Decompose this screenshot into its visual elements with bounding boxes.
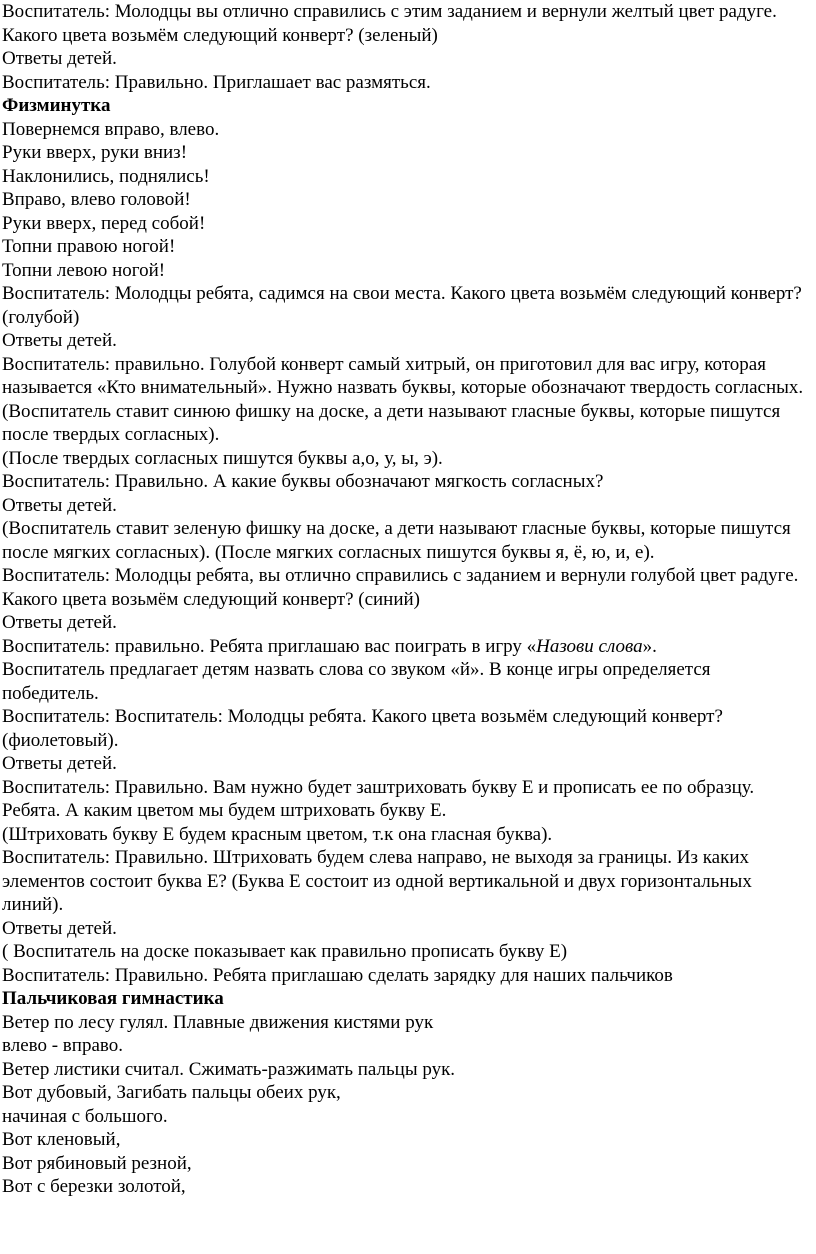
paragraph: Воспитатель: Воспитатель: Молодцы ребята. Какого цвета возьмём следующий конверт? (фиолетовый). (2, 706, 723, 751)
section-heading-finger-gymnastics: Пальчиковая гимнастика (2, 988, 224, 1009)
poem-line: начиная с большого. (2, 1105, 168, 1127)
paragraph: Ответы детей. (2, 330, 117, 351)
poem-line: Повернемся вправо, влево. (2, 118, 220, 140)
game-invite-text: Воспитатель: правильно. Ребята приглашаю вас поиграть в игру « (2, 635, 537, 657)
poem-line: влево - вправо. (2, 1035, 123, 1056)
paragraph: Ответы детей. (2, 917, 117, 939)
paragraph: Воспитатель: Правильно. Штриховать будем слева направо, не выходя за границы. Из каких элементов состоит буква Е? (Буква Е состоит из одной вертикальной и двух горизонтальных линий). (2, 847, 752, 915)
paragraph: Воспитатель: Правильно. Приглашает вас размяться. (2, 71, 431, 93)
game-name: Назови слова (536, 635, 643, 657)
game-invite-end: ». (642, 635, 657, 657)
paragraph: Ответы детей. (2, 753, 117, 774)
section-heading-fizminutka: Физминутка (2, 95, 111, 116)
poem-line: Ветер по лесу гулял. Плавные движения кистями рук (2, 1011, 434, 1033)
poem-line: Топни правою ногой! (2, 236, 176, 257)
paragraph: Воспитатель: Молодцы вы отлично справились с этим заданием и вернули желтый цвет радуге. Какого цвета возьмём следующий конверт? (зеленый) (2, 1, 777, 46)
poem-line: Вправо, влево головой! (2, 189, 191, 210)
poem-line: Наклонились, поднялись! (2, 165, 210, 187)
poem-line: Вот рябиновый резной, (2, 1152, 192, 1174)
poem-line: Вот с березки золотой, (2, 1176, 186, 1197)
paragraph: Воспитатель: Правильно. Вам нужно будет заштриховать букву Е и прописать ее по образцу. Ребята. А каким цветом мы будем штриховать букву Е. (2, 776, 755, 821)
paragraph: Воспитатель: Правильно. Ребята приглашаю сделать зарядку для наших пальчиков (2, 964, 673, 986)
poem-line: Руки вверх, руки вниз! (2, 142, 188, 163)
paragraph: Воспитатель предлагает детям назвать слова со звуком «й». В конце игры определяется победитель. (2, 659, 711, 704)
paragraph: (Воспитатель ставит синюю фишку на доске, а дети называют гласные буквы, которые пишутся после твердых согласных). (2, 400, 781, 445)
poem-line: Ветер листики считал. Сжимать-разжимать пальцы рук. (2, 1058, 456, 1080)
poem-line: Топни левою ногой! (2, 259, 166, 281)
paragraph: Ответы детей. (2, 612, 117, 633)
paragraph: Воспитатель: Правильно. А какие буквы обозначают мягкость согласных? (2, 471, 604, 492)
paragraph: Воспитатель: правильно. Голубой конверт самый хитрый, он приготовил для вас игру, которая называется «Кто внимательный». Нужно назвать буквы, которые обозначают твердость согласных. (2, 353, 804, 398)
paragraph: Воспитатель: Молодцы ребята, садимся на свои места. Какого цвета возьмём следующий конверт? (голубой) (2, 283, 802, 328)
paragraph: ( Воспитатель на доске показывает как правильно прописать букву Е) (2, 941, 568, 962)
paragraph-game-invite (2, 635, 810, 659)
paragraph: (Штриховать букву Е будем красным цветом, т.к она гласная буква). (2, 823, 553, 845)
paragraph: Ответы детей. (2, 48, 117, 69)
paragraph: Ответы детей. (2, 494, 117, 516)
paragraph: Воспитатель: Молодцы ребята, вы отлично справились с заданием и вернули голубой цвет радуге. Какого цвета возьмём следующий конверт? (синий) (2, 565, 799, 610)
poem-line: Вот дубовый, Загибать пальцы обеих рук, (2, 1082, 341, 1103)
poem-line: Руки вверх, перед собой! (2, 212, 206, 234)
paragraph: (После твердых согласных пишутся буквы а,о, у, ы, э). (2, 447, 443, 469)
poem-line: Вот кленовый, (2, 1129, 121, 1150)
paragraph: (Воспитатель ставит зеленую фишку на доске, а дети называют гласные буквы, которые пишутся после мягких согласных). (После мягких согласных пишутся буквы я, ё, ю, и, е). (2, 518, 791, 563)
